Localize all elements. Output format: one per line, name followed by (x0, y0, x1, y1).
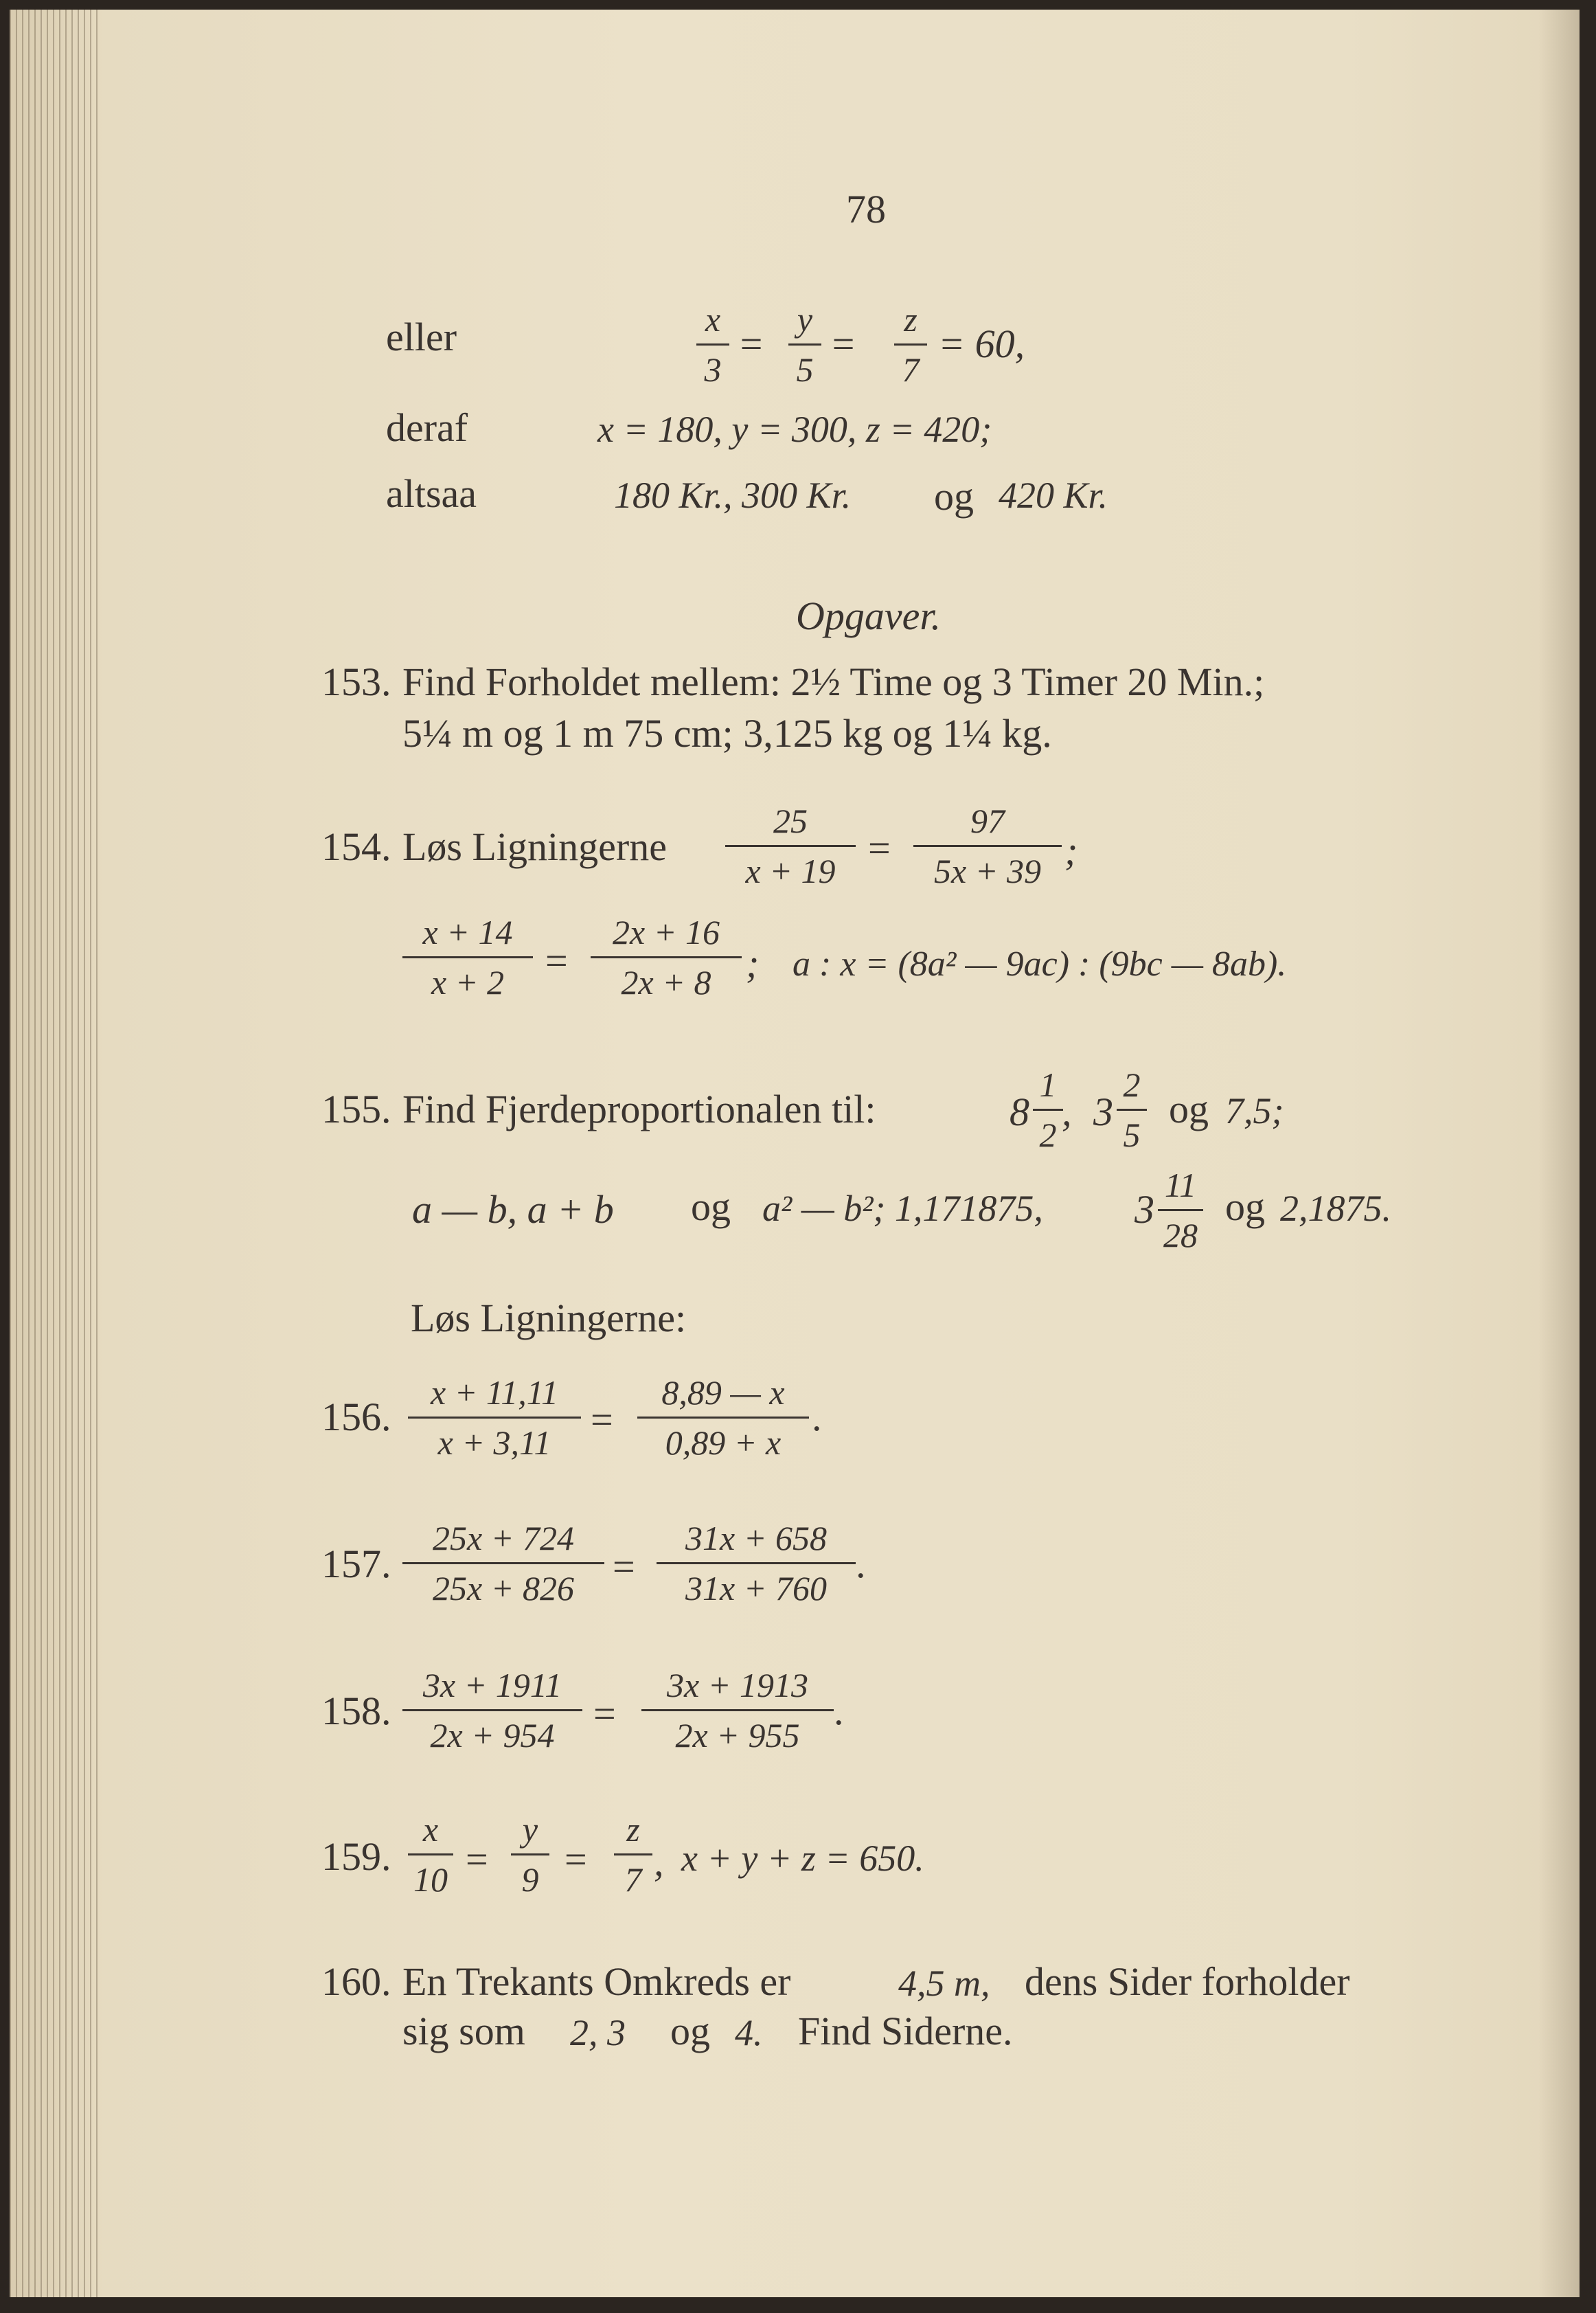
p155-line2-b: a² — b²; 1,171875, (762, 1188, 1043, 1229)
section-heading: Opgaver. (796, 594, 942, 638)
altsaa-label: altsaa (386, 471, 477, 516)
eller-frac-z: $\frac{z}{7}$ (894, 302, 927, 387)
p155-v1: 7,5; (1225, 1090, 1284, 1131)
p158-left: $\frac{3x + 1911}{2x + 954}$ (402, 1668, 582, 1752)
p154-eq1-left: $\frac{25}{x + 19}$ (725, 804, 856, 888)
altsaa-expr1: 180 Kr., 300 Kr. (614, 475, 852, 516)
p154-eq1-right: $\frac{97}{5x + 39}$ (913, 804, 1062, 888)
problem-158-number: 158. (321, 1689, 391, 1733)
mixed-3-11-whole: 3 (1135, 1187, 1154, 1232)
p159-frac-y: $\frac{y}{9}$ (511, 1812, 549, 1897)
p155-og-2: og (691, 1184, 731, 1229)
problem-153-number: 153. (321, 659, 391, 704)
p156-left: $\frac{x + 11,11}{x + 3,11}$ (408, 1375, 581, 1460)
eller-frac-x: $\frac{x}{3}$ (696, 302, 729, 387)
p155-og-3: og (1225, 1184, 1265, 1229)
p154-eq2-left: $\frac{x + 14}{x + 2}$ (402, 915, 533, 1000)
p160-line2-a: sig som (402, 2009, 525, 2053)
p160-line1-a: En Trekants Omkreds er (402, 1959, 791, 2004)
eller-label: eller (386, 315, 457, 359)
p156-right: $\frac{8,89 — x}{0,89 + x}$ (637, 1375, 809, 1460)
p155-og: og (1169, 1087, 1209, 1131)
mixed-3-whole: 3 (1093, 1090, 1113, 1134)
problem-153-line1: Find Forholdet mellem: 2½ Time og 3 Timer 20 Min.; (402, 659, 1265, 704)
p159-frac-x: $\frac{x}{10}$ (408, 1812, 453, 1897)
p158-right: $\frac{3x + 1913}{2x + 955}$ (641, 1668, 834, 1752)
altsaa-og: og (934, 474, 974, 519)
mixed-3-frac: $\frac{2}{5}$ (1117, 1068, 1147, 1152)
p160-line2-e: Find Siderne. (798, 2009, 1013, 2053)
problem-155-label: Find Fjerdeproportionalen til: (402, 1087, 876, 1131)
problem-153-line2: 5¼ m og 1 m 75 cm; 3,125 kg og 1¼ kg. (402, 711, 1052, 756)
p160-line2-c: og (670, 2009, 710, 2053)
p157-left: $\frac{25x + 724}{25x + 826}$ (402, 1521, 604, 1605)
eller-result: = 60, (938, 321, 1025, 366)
p155-line2-a: a — b, a + b (412, 1187, 614, 1232)
problem-156-number: 156. (321, 1395, 391, 1439)
p159-rest: x + y + z = 650. (681, 1838, 924, 1879)
problem-159-number: 159. (321, 1834, 391, 1879)
problem-154-label: Løs Ligningerne (402, 824, 667, 869)
eller-frac-y: $\frac{y}{5}$ (788, 302, 821, 387)
mixed-3-11-frac: $\frac{11}{28}$ (1158, 1168, 1203, 1252)
page-number: 78 (846, 187, 886, 232)
p160-line2-b: 2, 3 (570, 2012, 626, 2053)
p160-line1-c: dens Sider forholder (1025, 1959, 1350, 2004)
deraf-expr: x = 180, y = 300, z = 420; (597, 409, 992, 450)
book-page: 78 eller $\frac{x}{3}$ = $\frac{y}{5}$ = $\frac{z}{7}$ = 60, deraf x = 180, y = 300, z = 420; altsaa 180 Kr., 300 Kr. og 420 Kr. Opgaver. 153. Find Forholdet mellem: 2½ Time og 3 Timer 20 Min.; 5¼ m og 1 m 75 cm; 3,125 kg og 1¼ kg. 154. Løs Ligningerne $\frac{25}{x + 19}$ = $\frac{97}{5x + 39}$ ; $\frac{x + 14}{x + 2}$ = $\frac{2x + 16}{2x + 8}$ ; a : x = (8a² — 9ac) : (9bc — 8ab). 155. Find Fjerdeproportionalen til: 8 $\frac{1}{2}$ , 3 $\frac{2}{5}$ og 7,5; a — b, a + b og a² — b²; 1,171875, 3 $\frac{11}{28}$ og 2,1875. Løs Ligningerne: 156. $\frac{x + 11,11}{x + 3,11}$ = $\frac{8,89 — x}{0,89 + x}$ . 157. $\frac{25x + 724}{25x + 826}$ = $\frac{31x + 658}{31x + 760}$ . 158. $\frac{3x + 1911}{2x + 954}$ = $\frac{3x + 1913}{2x + 955}$ . 159. $\frac{x}{10}$ = $\frac{y}{9}$ = $\frac{z}{7}$ , x + y + z = 650. 160. En Trekants Omkreds er 4,5 m, dens Sider forholder sig som 2, 3 og 4. Find Siderne. (10, 10, 1580, 2297)
problem-155-number: 155. (321, 1087, 391, 1131)
problem-154-number: 154. (321, 824, 391, 869)
problem-157-number: 157. (321, 1542, 391, 1586)
deraf-label: deraf (386, 405, 468, 450)
p154-eq2-right: $\frac{2x + 16}{2x + 8}$ (591, 915, 742, 1000)
p157-right: $\frac{31x + 658}{31x + 760}$ (657, 1521, 856, 1605)
mixed-8-frac: $\frac{1}{2}$ (1033, 1068, 1063, 1152)
p160-line2-d: 4. (735, 2012, 763, 2053)
p159-frac-z: $\frac{z}{7}$ (614, 1812, 652, 1897)
p160-line1-b: 4,5 m, (898, 1963, 990, 2004)
altsaa-expr2: 420 Kr. (999, 475, 1108, 516)
p154-eq3: a : x = (8a² — 9ac) : (9bc — 8ab). (793, 945, 1287, 984)
p155-v2: 2,1875. (1280, 1188, 1391, 1229)
mixed-8-whole: 8 (1010, 1090, 1029, 1134)
los-ligningerne-label: Løs Ligningerne: (411, 1296, 687, 1340)
problem-160-number: 160. (321, 1959, 391, 2004)
